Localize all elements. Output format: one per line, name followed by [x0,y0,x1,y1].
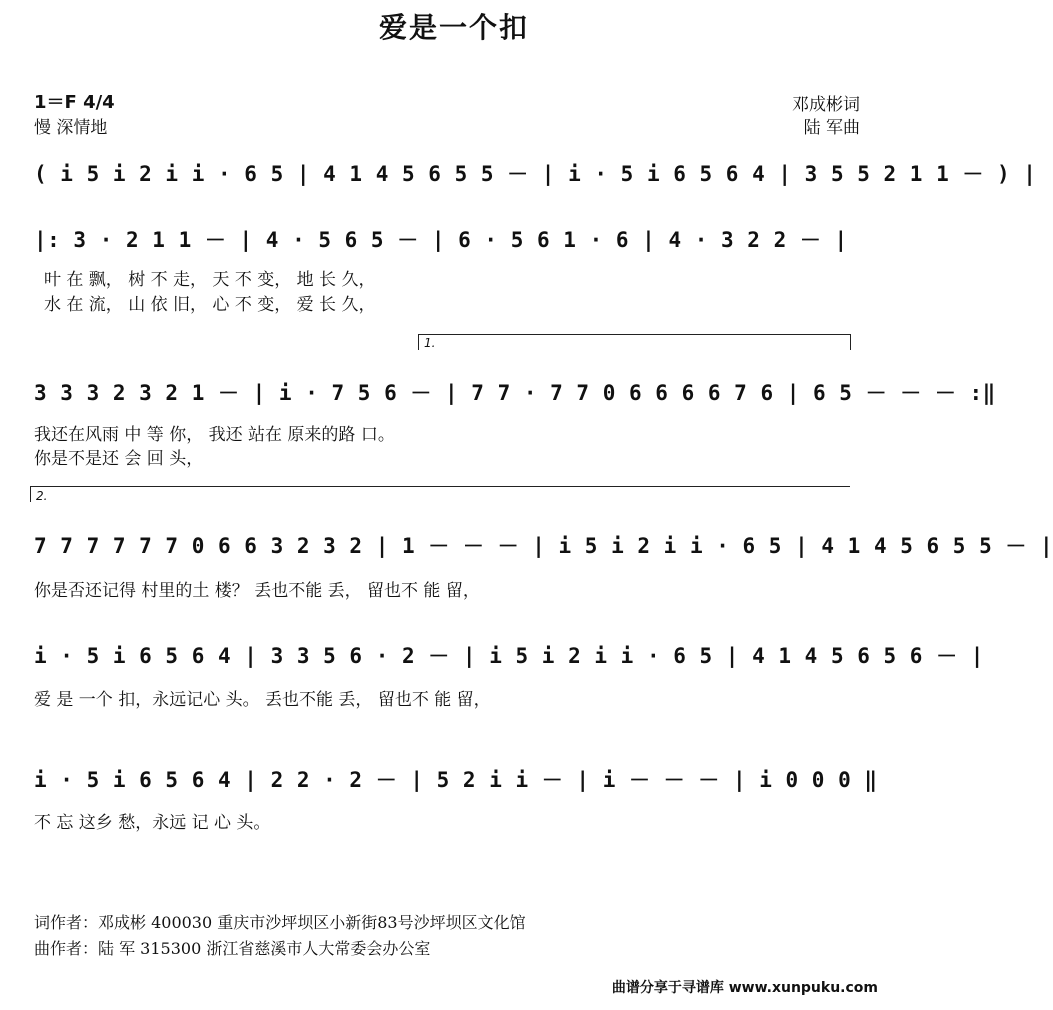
composer-address: 曲作者：陆 军 315300 浙江省慈溪市人大常委会办公室 [34,939,431,958]
lyric-line: 不 忘 这乡 愁，永远 记 心 头。 [34,813,271,833]
score-row-ending: i · 5 i 6 5 6 4 | 2 2 · 2 － | 5 2 i i － | i － － － | i 0 0 0 ‖ [34,768,878,792]
score-row-verse-b: 3 3 3 2 3 2 1 － | i · 7 5 6 － | 7 7 · 7 7 0 6 6 6 6 7 6 | 6 5 － － － :‖ [34,381,996,405]
lyric-line: 叶 在 飘， 树 不 走， 天 不 变， 地 长 久， [44,270,376,290]
key-signature: 1＝F 4/4 [34,92,115,113]
volta-1-number: 1. [424,336,436,350]
volta-1-tick [418,334,419,350]
tempo-marking: 慢 深情地 [34,118,108,138]
volta-2-bracket [30,486,850,487]
song-title: 爱是一个扣 [378,11,529,44]
lyricist-address: 词作者：邓成彬 400030 重庆市沙坪坝区小新街83号沙坪坝区文化馆 [34,913,526,932]
volta-2-number: 2. [36,489,48,503]
volta-1-end-tick [850,334,851,350]
lyricist-credit: 邓成彬词 [792,95,860,115]
lyric-line: 水 在 流， 山 依 旧， 心 不 变， 爱 长 久， [44,295,376,315]
lyric-line: 爱 是 一个 扣，永远记心 头。 丢也不能 丢， 留也不 能 留， [34,690,491,710]
source-credit: 曲谱分享于寻谱库 www.xunpuku.com [611,980,878,996]
score-row-verse-a: |: 3 · 2 1 1 － | 4 · 5 6 5 － | 6 · 5 6 1 · 6 | 4 · 3 2 2 － | [34,228,848,252]
composer-credit: 陆 军曲 [803,118,860,138]
lyric-line: 我还在风雨 中 等 你， 我还 站在 原来的路 口。 [34,425,395,445]
lyric-line: 你是不是还 会 回 头， [34,449,204,469]
volta-2-tick [30,486,31,502]
score-row-chorus-a: 7 7 7 7 7 7 0 6 6 3 2 3 2 | 1 － － － | i 5 i 2 i i · 6 5 | 4 1 4 5 6 5 5 － | [34,534,1053,558]
score-row-chorus-b: i · 5 i 6 5 6 4 | 3 3 5 6 · 2 － | i 5 i 2 i i · 6 5 | 4 1 4 5 6 5 6 － | [34,644,984,668]
lyric-line: 你是否还记得 村里的土 楼？ 丢也不能 丢， 留也不 能 留， [34,581,480,601]
score-row-intro: ( i 5 i 2 i i · 6 5 | 4 1 4 5 6 5 5 － | i · 5 i 6 5 6 4 | 3 5 5 2 1 1 － ) | [34,162,1037,186]
volta-1-bracket [418,334,850,335]
